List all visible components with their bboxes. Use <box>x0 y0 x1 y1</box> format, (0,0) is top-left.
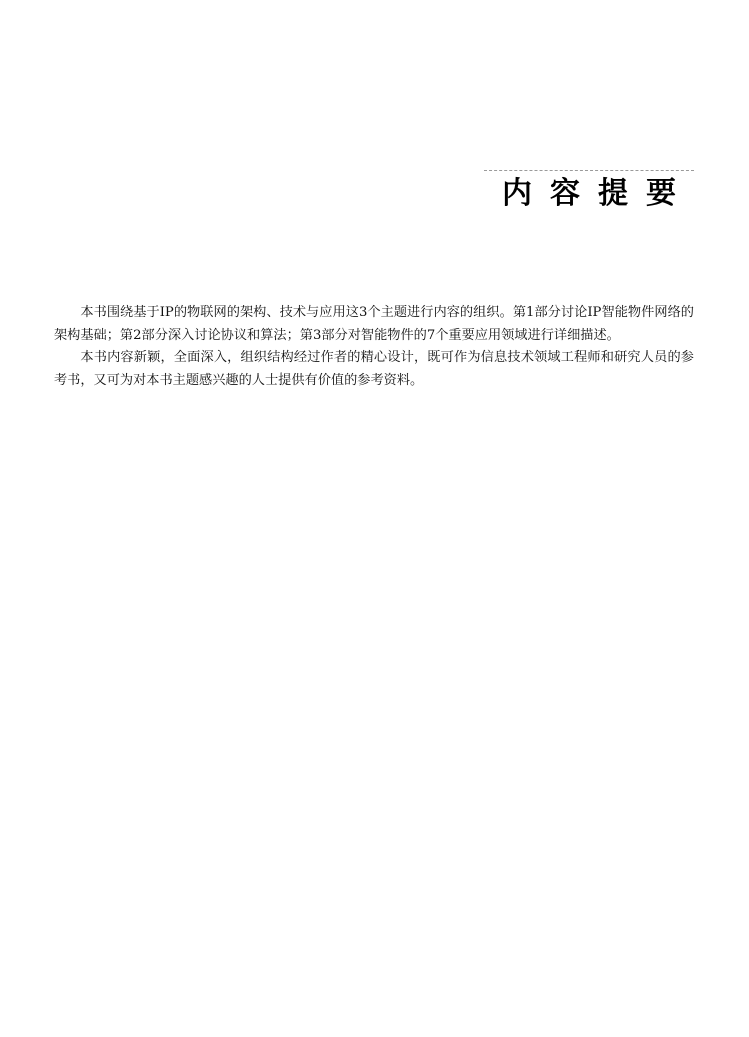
title-rule-line <box>484 170 694 171</box>
page-title: 内容提要 <box>502 176 694 211</box>
summary-paragraph-1: 本书围绕基于IP的物联网的架构、技术与应用这3个主题进行内容的组织。第1部分讨论IP智能物件网络的架构基础；第2部分深入讨论协议和算法；第3部分对智能物件的7个重要应用领域进行详细描述。 <box>54 305 694 343</box>
summary-body <box>54 302 694 392</box>
summary-paragraph-2: 本书内容新颖，全面深入，组织结构经过作者的精心设计，既可作为信息技术领域工程师和研究人员的参考书，又可为对本书主题感兴趣的人士提供有价值的参考资料。 <box>54 350 694 388</box>
